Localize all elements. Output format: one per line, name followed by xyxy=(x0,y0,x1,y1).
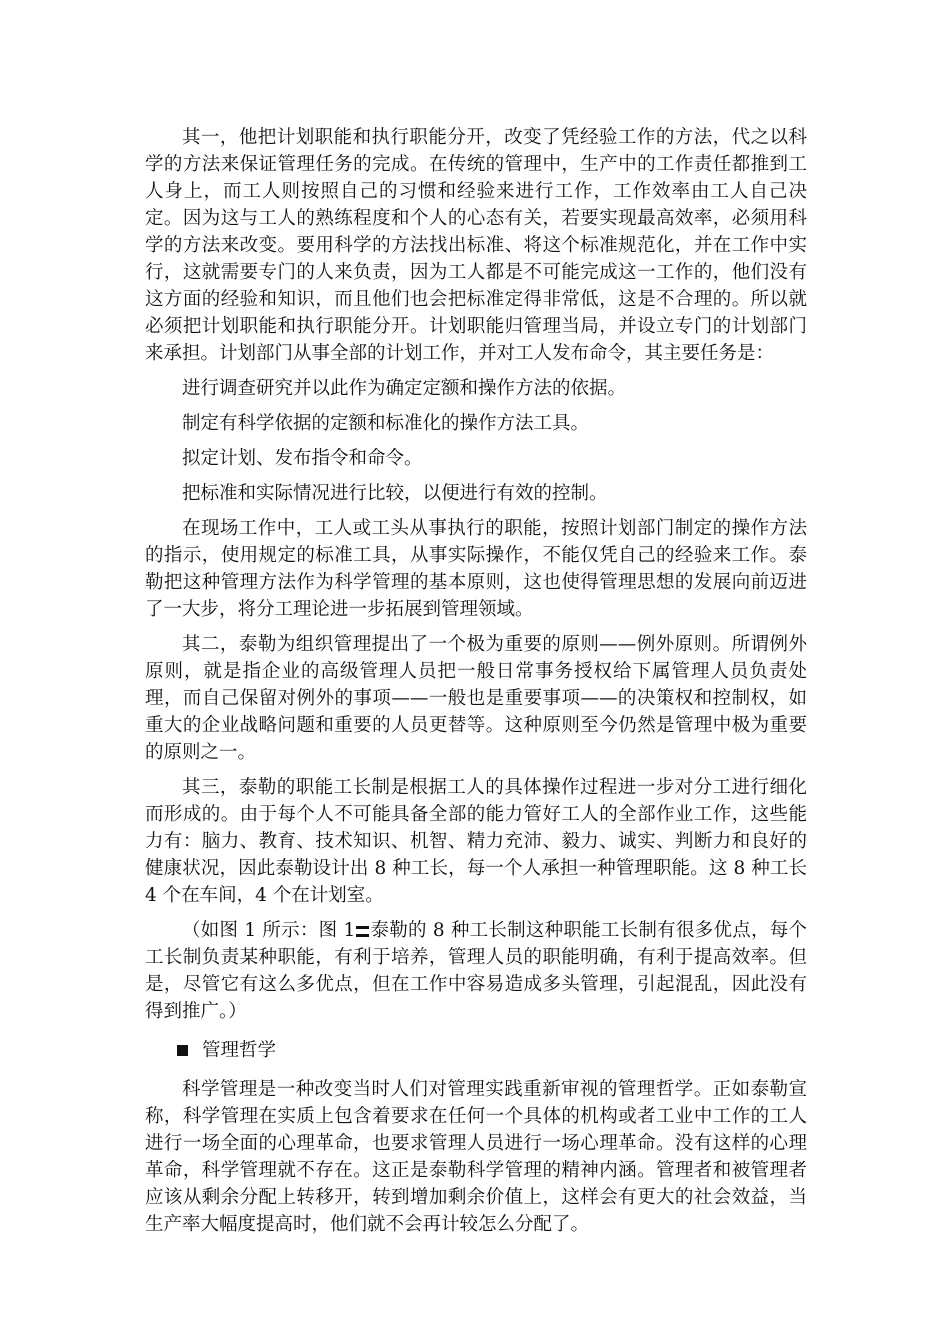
paragraph-6: 科学管理是一种改变当时人们对管理实践重新审视的管理哲学。正如泰勒宣称，科学管理在实质上包含着要求在任何一个具体的机构或者工业中工作的工人进行一场全面的心理革命，也要求管理人员进行一场心理革命。没有这样的心理革命，科学管理就不存在。这正是泰勒科学管理的精神内涵。管理者和被管理者应该从剩余分配上转移开，转到增加剩余价值上，这样会有更大的社会效益，当生产率大幅度提高时，他们就不会再计较怎么分配了。 xyxy=(145,1079,807,1235)
paragraph-1: 其一，他把计划职能和执行职能分开，改变了凭经验工作的方法，代之以科学的方法来保证管理任务的完成。在传统的管理中，生产中的工作责任都推到工人身上，而工人则按照自己的习惯和经验来进行工作，工作效率由工人自己决定。因为这与工人的熟练程度和个人的心态有关，若要实现最高效率，必须用科学的方法来改变。要用科学的方法找出标准、将这个标准规范化，并在工作中实行，这就需要专门的人来负责，因为工人都是不可能完成这一工作的，他们没有这方面的经验和知识，而且他们也会把标准定得非常低，这是不合理的。所以就必须把计划职能和执行职能分开。计划职能归管理当局，并设立专门的计划部门来承担。计划部门从事全部的计划工作，并对工人发布命令，其主要任务是： xyxy=(145,127,807,364)
paragraph-3: 其二，泰勒为组织管理提出了一个极为重要的原则——例外原则。所谓例外原则，就是指企业的高级管理人员把一般日常事务授权给下属管理人员负责处理，而自己保留对例外的事项——一般也是重要事项——的决策权和控制权，如重大的企业战略问题和重要的人员更替等。这种原则至今仍然是管理中极为重要的原则之一。 xyxy=(145,634,807,763)
paragraph-5-end: 泰勒的 8 种工长制这种职能工长制有很多优点，每个工长制负责某种职能，有利于培养，管理人员的职能明确，有利于提高效率。但是，尽管它有这么多优点，但在工作中容易造成多头管理，引起混乱，因此没有得到推广。） xyxy=(145,920,807,1022)
task-item-4: 把标准和实际情况进行比较，以便进行有效的控制。 xyxy=(182,483,608,504)
section-heading xyxy=(145,1037,807,1064)
task-item-2: 制定有科学依据的定额和标准化的操作方法工具。 xyxy=(182,413,590,434)
paragraph-5-start: （如图 1 所示：图 1 xyxy=(182,920,356,941)
square-bullet-icon xyxy=(177,1045,188,1056)
paragraph-5 xyxy=(145,917,807,1025)
task-item-3: 拟定计划、发布指令和命令。 xyxy=(182,448,423,469)
paragraph-2: 在现场工作中，工人或工头从事执行的职能，按照计划部门制定的操作方法的指示，使用规定的标准工具，从事实际操作，不能仅凭自己的经验来工作。泰勒把这种管理方法作为科学管理的基本原则，这也使得管理思想的发展向前迈进了一大步，将分工理论进一步拓展到管理领域。 xyxy=(145,518,807,620)
section-heading-text: 管理哲学 xyxy=(202,1040,277,1061)
document-page xyxy=(145,124,807,1238)
task-item-1: 进行调查研究并以此作为确定定额和操作方法的依据。 xyxy=(182,378,627,399)
figure-marker-icon xyxy=(356,926,369,937)
paragraph-4: 其三，泰勒的职能工长制是根据工人的具体操作过程进一步对分工进行细化而形成的。由于每个人不可能具备全部的能力管好工人的全部作业工作，这些能力有：脑力、教育、技术知识、机智、精力充沛、毅力、诚实、判断力和良好的健康状况，因此泰勒设计出 8 种工长，每一个人承担一种管理职能。这 8 种工长 4 个在车间，4 个在计划室。 xyxy=(145,777,807,906)
